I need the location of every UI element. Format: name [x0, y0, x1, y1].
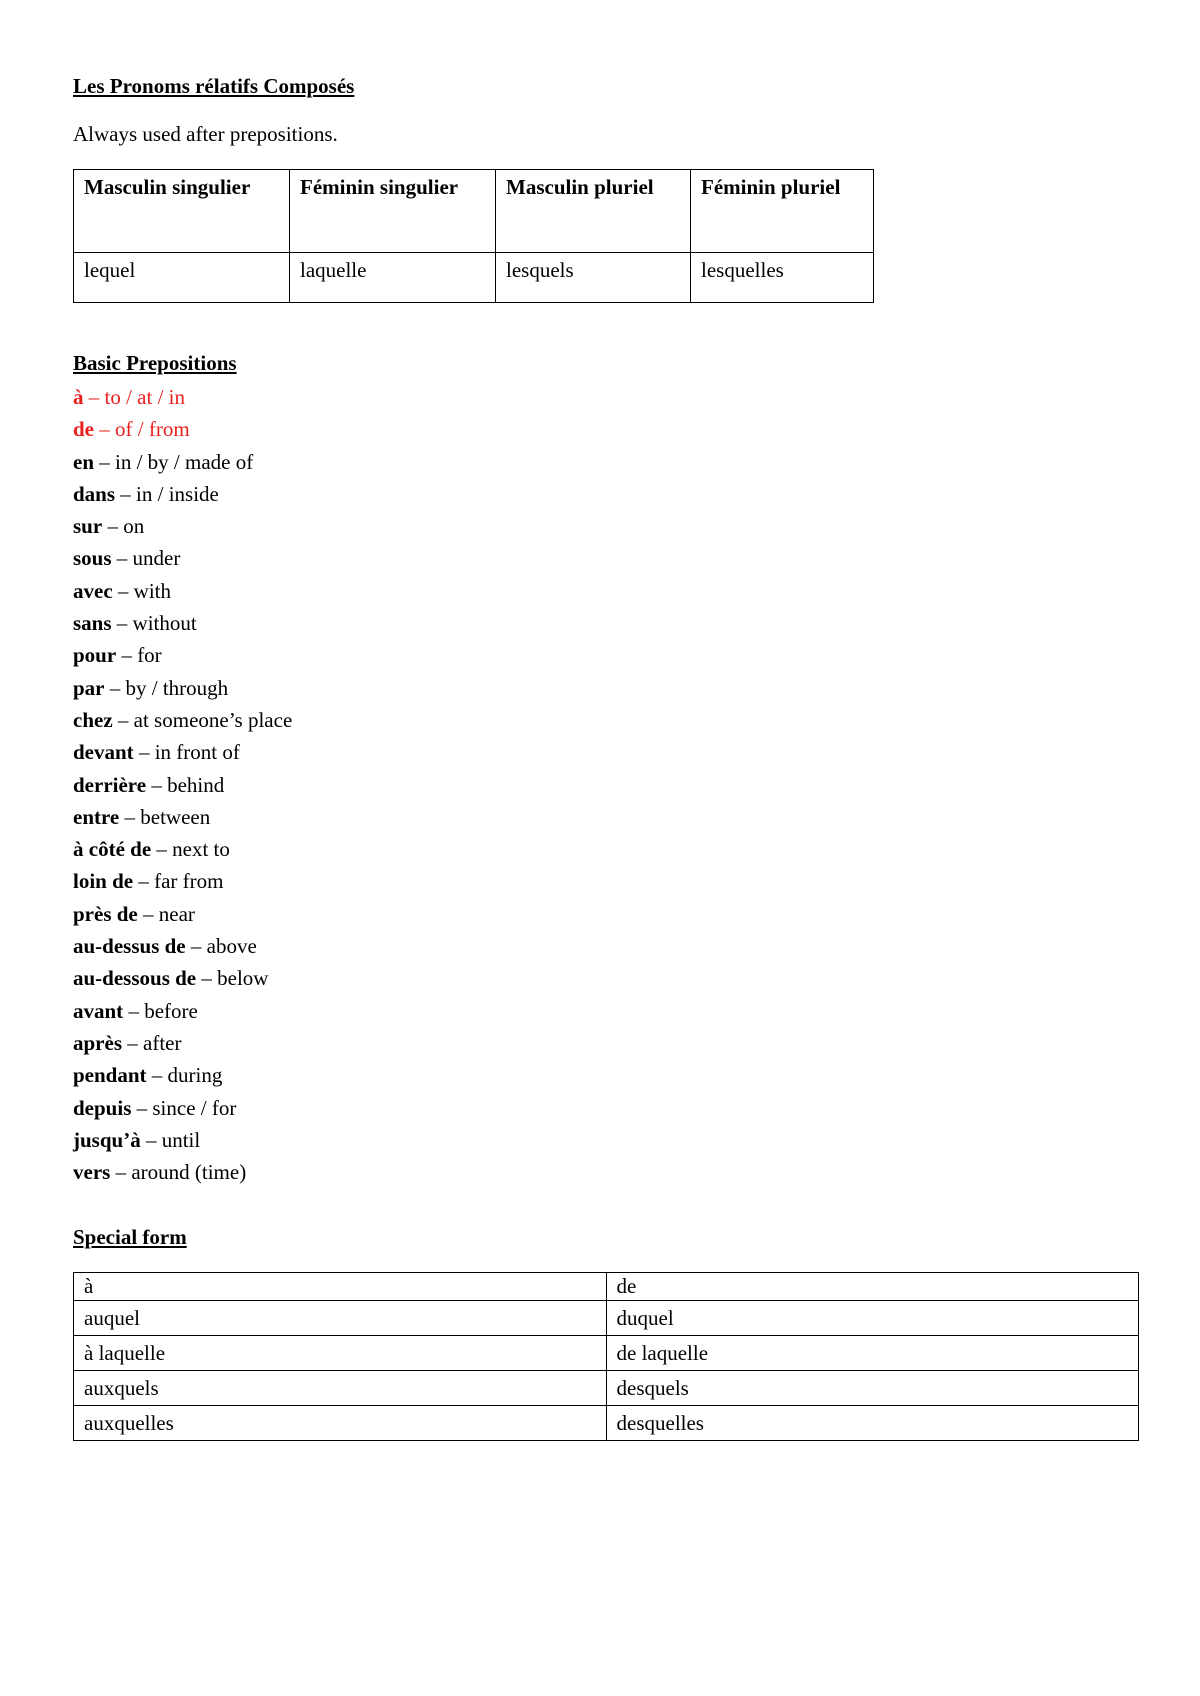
table-row [74, 1406, 1139, 1441]
preposition-french: dans [73, 481, 116, 506]
table-header-cell: Masculin pluriel [496, 170, 691, 253]
table-cell: laquelle [290, 253, 496, 303]
table-header-row [74, 170, 874, 253]
preposition-french: jusqu’à [73, 1127, 141, 1152]
table-cell: desquelles [606, 1406, 1139, 1441]
preposition-english: – under [111, 546, 181, 571]
table-header-cell: Masculin singulier [74, 170, 290, 253]
preposition-english: – for [116, 643, 162, 668]
preposition-french: à côté de [73, 837, 152, 862]
preposition-english: – since / for [131, 1095, 237, 1120]
relative-pronoun-forms-table [73, 169, 874, 303]
list-item [73, 672, 292, 704]
list-item [73, 865, 292, 897]
list-item [73, 510, 292, 542]
preposition-french: de [73, 417, 94, 442]
preposition-french: près de [73, 901, 138, 926]
table-header-cell: Féminin pluriel [691, 170, 874, 253]
preposition-english: – below [196, 966, 269, 991]
preposition-french: sur [73, 514, 103, 539]
table-cell: lesquels [496, 253, 691, 303]
special-form-table [73, 1272, 1139, 1441]
preposition-french: pendant [73, 1063, 147, 1088]
table-cell: lesquelles [691, 253, 874, 303]
preposition-english: – above [185, 934, 257, 959]
preposition-english: – around (time) [110, 1160, 247, 1185]
preposition-french: vers [73, 1160, 111, 1185]
preposition-english: – with [112, 578, 171, 603]
preposition-english: – before [123, 998, 198, 1023]
table-header-cell: à [74, 1273, 607, 1301]
list-item [73, 769, 292, 801]
table-row [74, 1301, 1139, 1336]
list-item [73, 1092, 292, 1124]
list-item [73, 1156, 292, 1188]
list-item [73, 478, 292, 510]
preposition-french: avant [73, 998, 124, 1023]
preposition-english: – during [146, 1063, 223, 1088]
list-item [73, 413, 292, 445]
table-cell: desquels [606, 1371, 1139, 1406]
preposition-english: – to / at / in [83, 385, 185, 409]
list-item [73, 639, 292, 671]
preposition-french: sans [73, 611, 112, 636]
preposition-french: loin de [73, 869, 134, 894]
list-item [73, 704, 292, 736]
preposition-english: – between [119, 804, 211, 829]
preposition-english: – behind [146, 772, 225, 797]
preposition-english: – after [122, 1030, 182, 1055]
preposition-french: au-dessus de [73, 934, 186, 959]
table-row [74, 253, 874, 303]
preposition-english: – near [137, 901, 195, 926]
preposition-french: à [73, 385, 84, 409]
table-header-cell: Féminin singulier [290, 170, 496, 253]
preposition-french: chez [73, 707, 113, 732]
table-header-row [74, 1273, 1139, 1301]
preposition-french: pour [73, 643, 117, 668]
table-cell: à laquelle [74, 1336, 607, 1371]
list-item [73, 962, 292, 994]
table-row [74, 1371, 1139, 1406]
preposition-english: – far from [133, 869, 224, 894]
preposition-english: – of / from [94, 417, 190, 442]
page-subtitle: Always used after prepositions. [73, 122, 338, 146]
table-cell: duquel [606, 1301, 1139, 1336]
preposition-english: – without [111, 611, 197, 636]
preposition-english: – in / by / made of [94, 449, 254, 474]
list-item [73, 898, 292, 930]
list-item [73, 607, 292, 639]
preposition-french: avec [73, 578, 113, 603]
preposition-english: – on [102, 514, 145, 539]
preposition-french: en [73, 449, 94, 474]
special-form-heading: Special form [73, 1225, 187, 1249]
list-item [73, 542, 292, 574]
list-item [73, 1059, 292, 1091]
preposition-english: – by / through [104, 675, 229, 700]
preposition-french: entre [73, 804, 120, 829]
preposition-french: devant [73, 740, 134, 765]
preposition-french: après [73, 1030, 122, 1055]
table-cell: auquel [74, 1301, 607, 1336]
list-item [73, 736, 292, 768]
table-cell: lequel [74, 253, 290, 303]
list-item [73, 575, 292, 607]
table-row [74, 1336, 1139, 1371]
preposition-french: derrière [73, 772, 147, 797]
preposition-french: par [73, 675, 105, 700]
list-item [73, 930, 292, 962]
preposition-english: – in front of [133, 740, 240, 765]
table-cell: auxquelles [74, 1406, 607, 1441]
page-title: Les Pronoms rélatifs Composés [73, 74, 355, 98]
prepositions-heading: Basic Prepositions [73, 351, 237, 375]
prepositions-list [73, 381, 292, 1188]
preposition-english: – until [140, 1127, 201, 1152]
table-cell: auxquels [74, 1371, 607, 1406]
list-item [73, 381, 292, 413]
preposition-english: – at someone’s place [112, 707, 293, 732]
list-item [73, 801, 292, 833]
preposition-english: – next to [151, 837, 230, 862]
list-item [73, 446, 292, 478]
preposition-french: depuis [73, 1095, 132, 1120]
preposition-english: – in / inside [115, 481, 219, 506]
list-item [73, 1124, 292, 1156]
list-item [73, 995, 292, 1027]
table-header-cell: de [606, 1273, 1139, 1301]
preposition-french: sous [73, 546, 112, 571]
list-item [73, 833, 292, 865]
list-item [73, 1027, 292, 1059]
preposition-french: au-dessous de [73, 966, 197, 991]
table-cell: de laquelle [606, 1336, 1139, 1371]
